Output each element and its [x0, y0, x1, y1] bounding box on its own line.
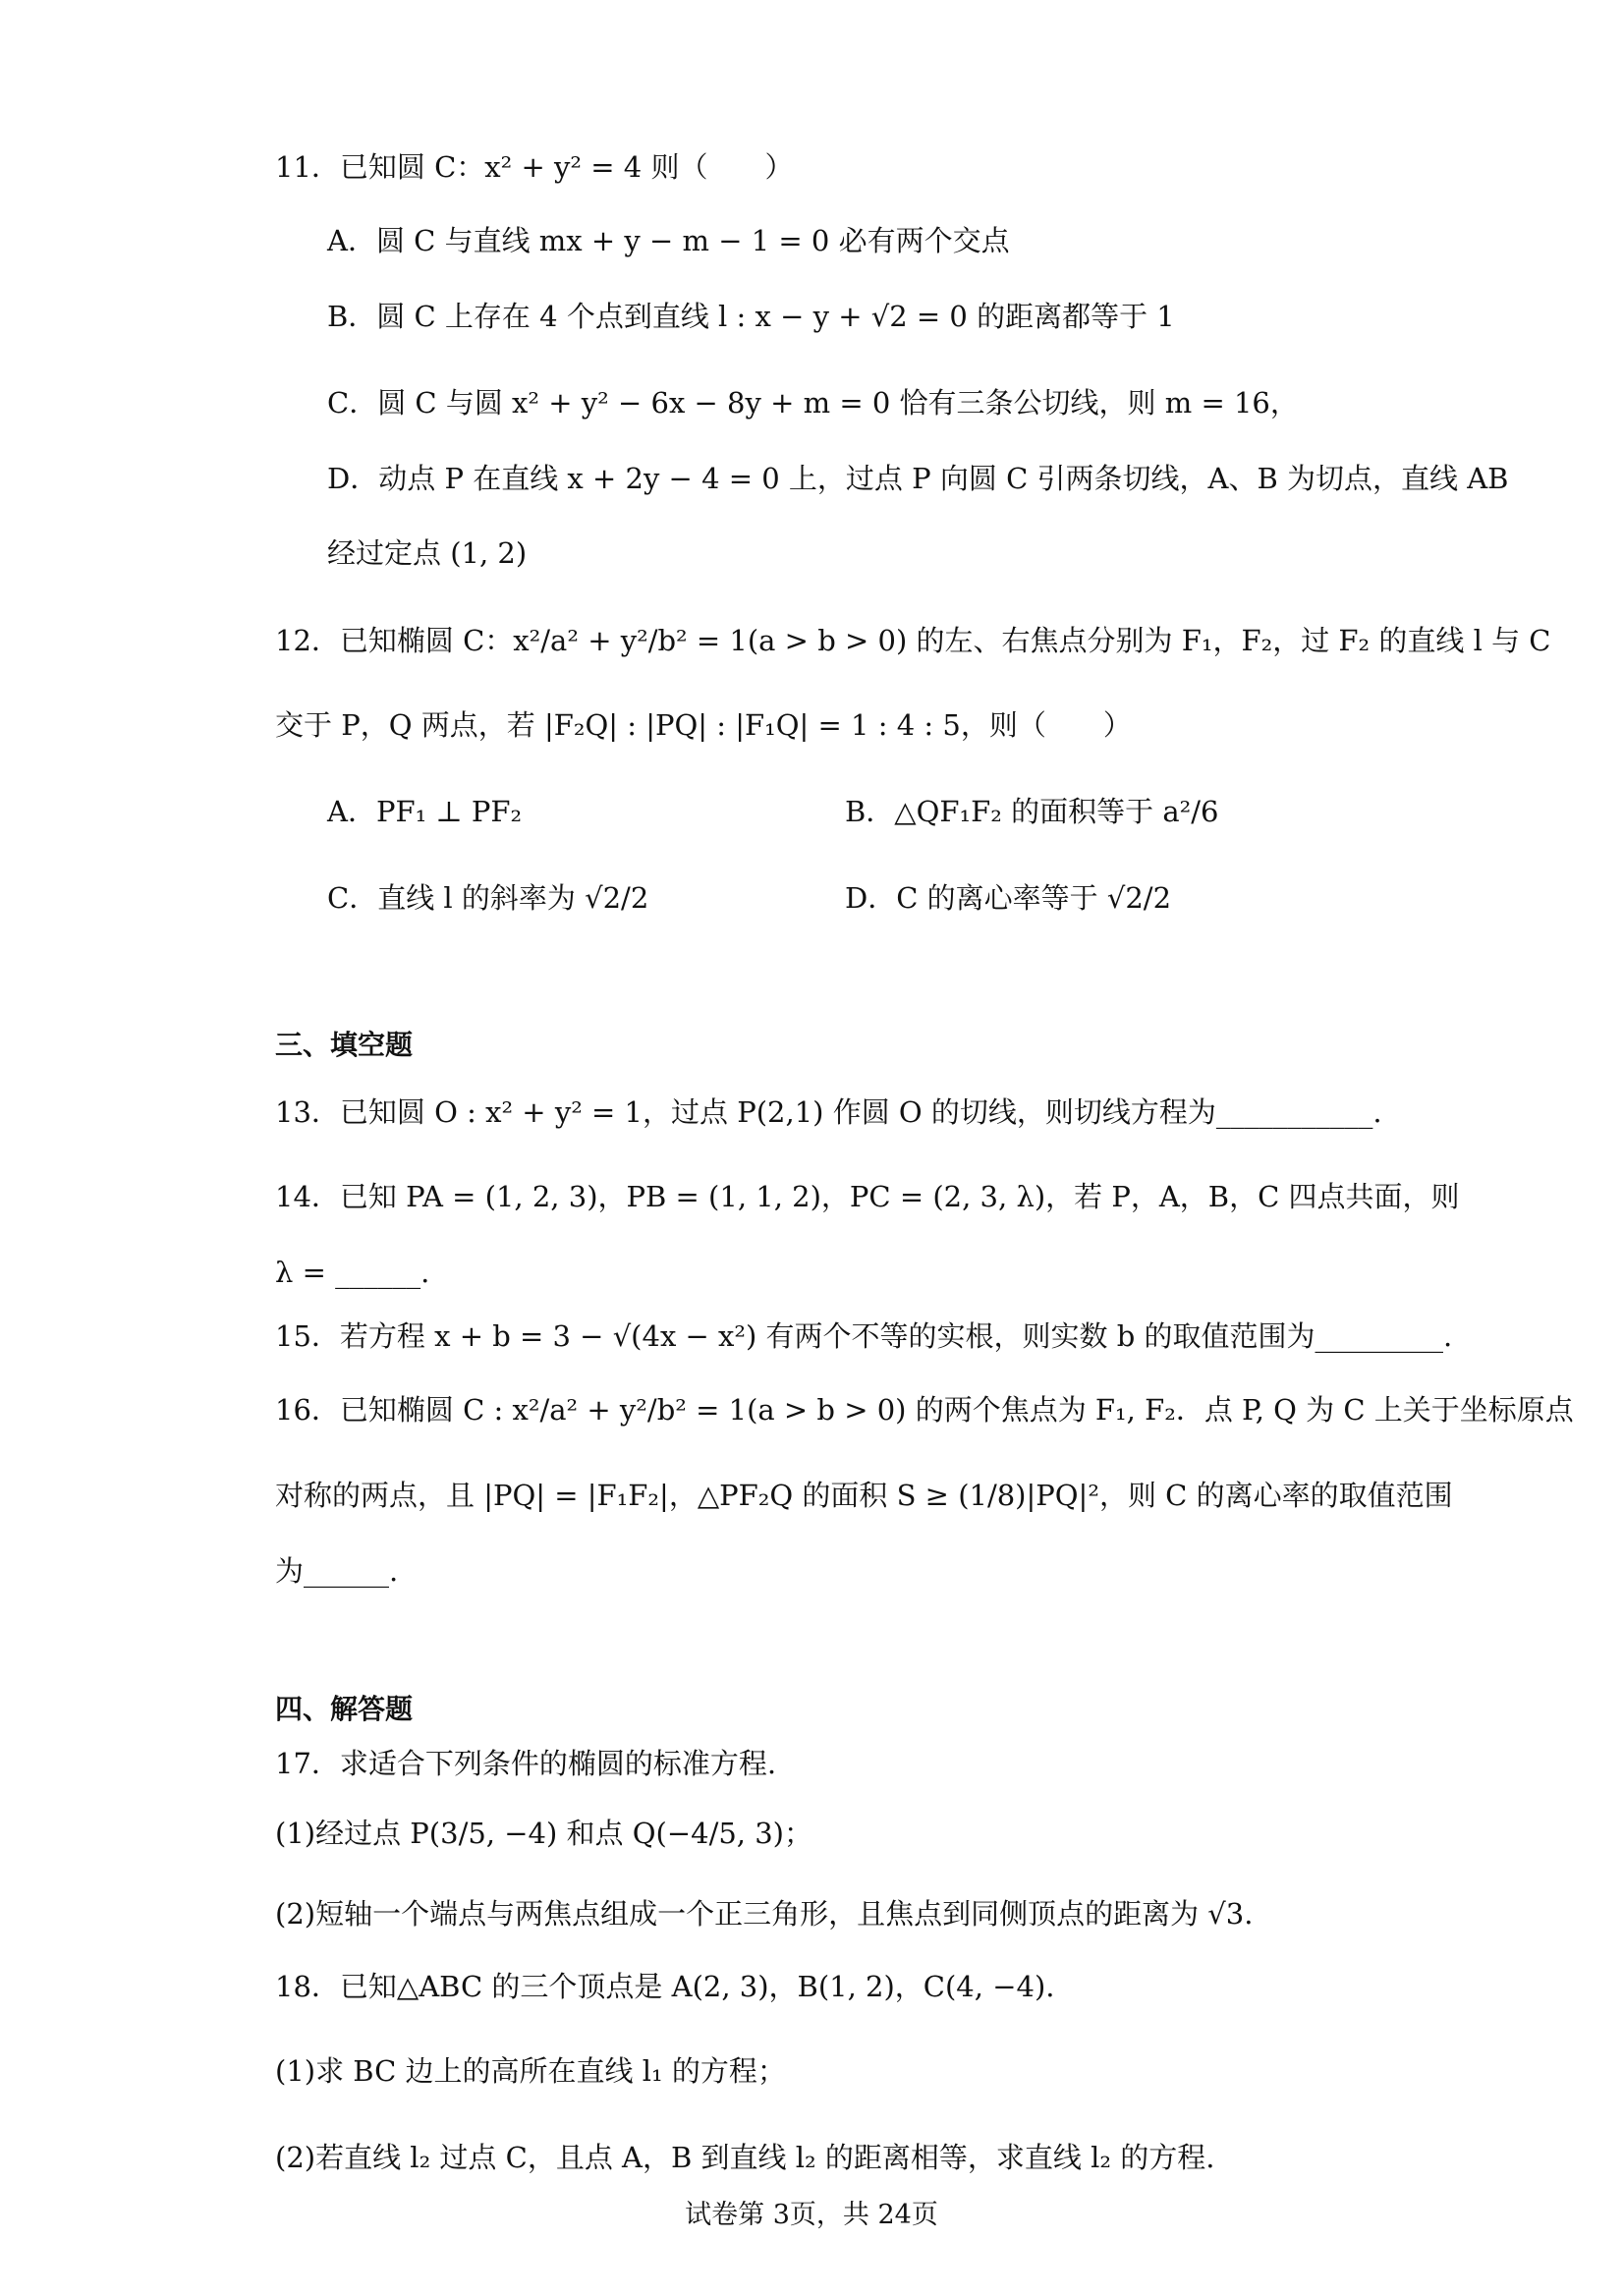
question-13: 13．已知圆 O : x² + y² = 1，过点 P(2,1) 作圆 O 的切线，则切线方程为___________.: [275, 1095, 1382, 1129]
q12-option-b: B．△QF₁F₂ 的面积等于 a²/6: [845, 795, 1219, 828]
q12-option-d: D．C 的离心率等于 √2/2: [845, 881, 1172, 915]
q11-option-d-line2: 经过定点 (1, 2): [327, 536, 528, 570]
q14-line2: λ = ______.: [275, 1256, 430, 1289]
q17-part1: (1)经过点 P(3/5, −4) 和点 Q(−4/5, 3)；: [275, 1817, 812, 1850]
q12-option-c: C．直线 l 的斜率为 √2/2: [327, 881, 649, 915]
q18-part1: (1)求 BC 边上的高所在直线 l₁ 的方程；: [275, 2054, 786, 2088]
q12-stem-line2: 交于 P，Q 两点，若 |F₂Q| : |PQ| : |F₁Q| = 1 : 4 : 5，则（ ）: [275, 708, 1132, 742]
section-heading-solutions: 四、解答题: [275, 1693, 414, 1725]
page-footer: 试卷第 3页，共 24页: [685, 2200, 938, 2230]
q12-stem-line1: 12．已知椭圆 C：x²/a² + y²/b² = 1(a > b > 0) 的左、右焦点分别为 F₁，F₂，过 F₂ 的直线 l 与 C: [275, 624, 1551, 657]
q16-line1: 16．已知椭圆 C : x²/a² + y²/b² = 1(a > b > 0) 的两个焦点为 F₁, F₂．点 P, Q 为 C 上关于坐标原点: [275, 1393, 1574, 1427]
q14-line1: 14．已知 PA = (1, 2, 3)，PB = (1, 1, 2)，PC = (2, 3, λ)，若 P，A，B，C 四点共面，则: [275, 1180, 1460, 1213]
q11-option-b: B．圆 C 上存在 4 个点到直线 l : x − y + √2 = 0 的距离都等于 1: [327, 300, 1175, 333]
q17-stem: 17．求适合下列条件的椭圆的标准方程.: [275, 1747, 777, 1780]
q12-option-a: A．PF₁ ⊥ PF₂: [327, 795, 523, 828]
q11-option-c: C．圆 C 与圆 x² + y² − 6x − 8y + m = 0 恰有三条公切线，则 m = 16，: [327, 386, 1299, 420]
question-15: 15．若方程 x + b = 3 − √(4x − x²) 有两个不等的实根，则实数 b 的取值范围为_________.: [275, 1319, 1453, 1353]
section-heading-fill-in: 三、填空题: [275, 1029, 414, 1061]
q16-line3: 为______.: [275, 1554, 399, 1588]
q11-stem: 11．已知圆 C：x² + y² = 4 则（ ）: [275, 150, 794, 184]
q18-part2: (2)若直线 l₂ 过点 C，且点 A，B 到直线 l₂ 的距离相等，求直线 l₂ 的方程.: [275, 2141, 1215, 2174]
q11-option-a: A．圆 C 与直线 mx + y − m − 1 = 0 必有两个交点: [327, 224, 1010, 257]
q17-part2: (2)短轴一个端点与两焦点组成一个正三角形，且焦点到同侧顶点的距离为 √3.: [275, 1897, 1254, 1931]
q18-stem: 18．已知△ABC 的三个顶点是 A(2, 3)，B(1, 2)，C(4, −4).: [275, 1970, 1055, 2003]
q16-line2: 对称的两点，且 |PQ| = |F₁F₂|，△PF₂Q 的面积 S ≥ (1/8)|PQ|²，则 C 的离心率的取值范围: [275, 1479, 1453, 1512]
q11-option-d-line1: D．动点 P 在直线 x + 2y − 4 = 0 上，过点 P 向圆 C 引两条切线，A、B 为切点，直线 AB: [327, 462, 1509, 495]
